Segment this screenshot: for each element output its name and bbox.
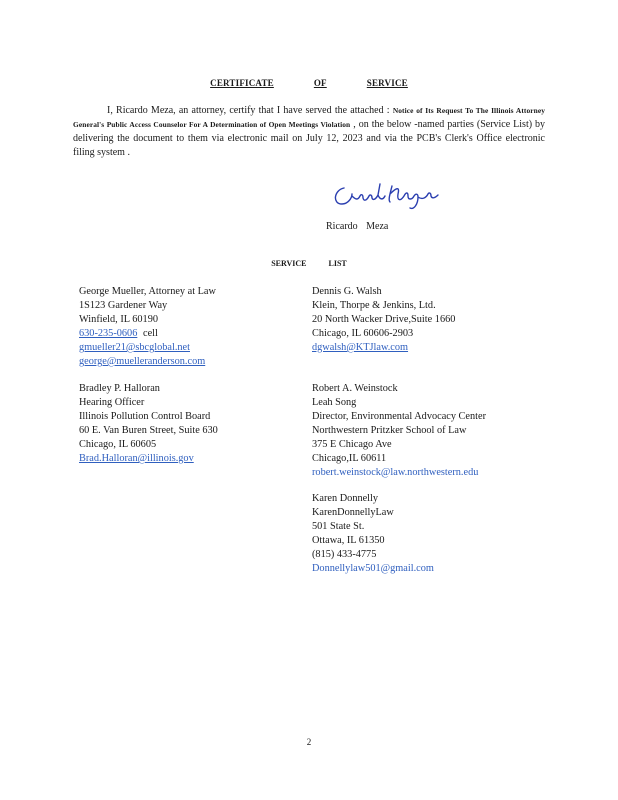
service-list-title-word: LIST xyxy=(328,259,347,268)
contact-line: KarenDonnellyLaw xyxy=(312,507,394,518)
email-link[interactable]: george@muelleranderson.com xyxy=(79,356,206,367)
email-link[interactable]: Brad.Halloran@illinois.gov xyxy=(79,453,194,464)
contact-line: 501 State St. xyxy=(312,521,365,532)
contact-line: Director, Environmental Advocacy Center xyxy=(312,411,487,422)
contact-line: (815) 433-4775 xyxy=(312,549,377,560)
contact-line: Winfield, IL 60190 xyxy=(79,314,158,325)
contact-block-halloran xyxy=(79,382,218,466)
certificate-title-word: SERVICE xyxy=(366,78,408,88)
contact-line: George Mueller, Attorney at Law xyxy=(79,286,216,297)
contact-block-weinstock xyxy=(312,382,486,480)
contact-line: 1S123 Gardener Way xyxy=(79,300,168,311)
certificate-title-word: CERTIFICATE xyxy=(210,78,274,88)
service-list-title xyxy=(0,259,618,268)
contact-line: Hearing Officer xyxy=(79,397,145,408)
contact-line: 20 North Wacker Drive,Suite 1660 xyxy=(312,314,456,325)
contact-line: Chicago,IL 60611 xyxy=(312,453,387,464)
contact-line: Northwestern Pritzker School of Law xyxy=(312,425,467,436)
service-list-title-word: SERVICE xyxy=(271,259,307,268)
signer-name: Ricardo Meza xyxy=(326,221,389,232)
contact-line: Bradley P. Halloran xyxy=(79,383,160,394)
contact-line: Robert A. Weinstock xyxy=(312,383,398,394)
email-link[interactable]: Donnellylaw501@gmail.com xyxy=(312,563,434,574)
email-link[interactable]: robert.weinstock@law.northwestern.edu xyxy=(312,467,479,478)
page-number: 2 xyxy=(306,737,312,747)
contact-line: Illinois Pollution Control Board xyxy=(79,411,211,422)
certification-tail: , on the below -named parties (Service List) by delivering the document to them via electronic mail on July 12, 2023 and via the PCB's Clerk's Office electronic filing system . xyxy=(73,119,546,158)
contact-block-mueller xyxy=(79,285,227,369)
contact-line: 375 E Chicago Ave xyxy=(312,439,392,450)
certificate-title-word: OF xyxy=(313,78,327,88)
certificate-title xyxy=(0,78,618,88)
contact-line: Chicago, IL 60606-2903 xyxy=(312,328,414,339)
contact-block-donnelly xyxy=(312,492,434,576)
phone-note: cell xyxy=(143,328,158,339)
contact-line: Ottawa, IL 61350 xyxy=(312,535,385,546)
contact-line: Karen Donnelly xyxy=(312,493,379,504)
contact-line: Chicago, IL 60605 xyxy=(79,439,157,450)
phone-link[interactable]: 630-235-0606 xyxy=(79,328,138,339)
contact-line: Leah Song xyxy=(312,397,357,408)
document-title: Notice of Its Request To The Illinois Attorney General's Public Access Counselor For A Determination of Open Meetings Violation xyxy=(73,106,546,129)
contact-phone-line xyxy=(79,327,227,341)
contact-line: 60 E. Van Buren Street, Suite 630 xyxy=(79,425,218,436)
email-link[interactable]: gmueller21@sbcglobal.net xyxy=(79,342,190,353)
contact-line: Dennis G. Walsh xyxy=(312,286,382,297)
certification-paragraph xyxy=(73,104,545,160)
email-link[interactable]: dgwalsh@KTJlaw.com xyxy=(312,342,409,353)
handwritten-signature xyxy=(330,178,442,214)
contact-block-walsh xyxy=(312,285,455,355)
certification-lead: I, Ricardo Meza, an attorney, certify that I have served the attached : xyxy=(107,105,390,116)
contact-line: Klein, Thorpe & Jenkins, Ltd. xyxy=(312,300,436,311)
